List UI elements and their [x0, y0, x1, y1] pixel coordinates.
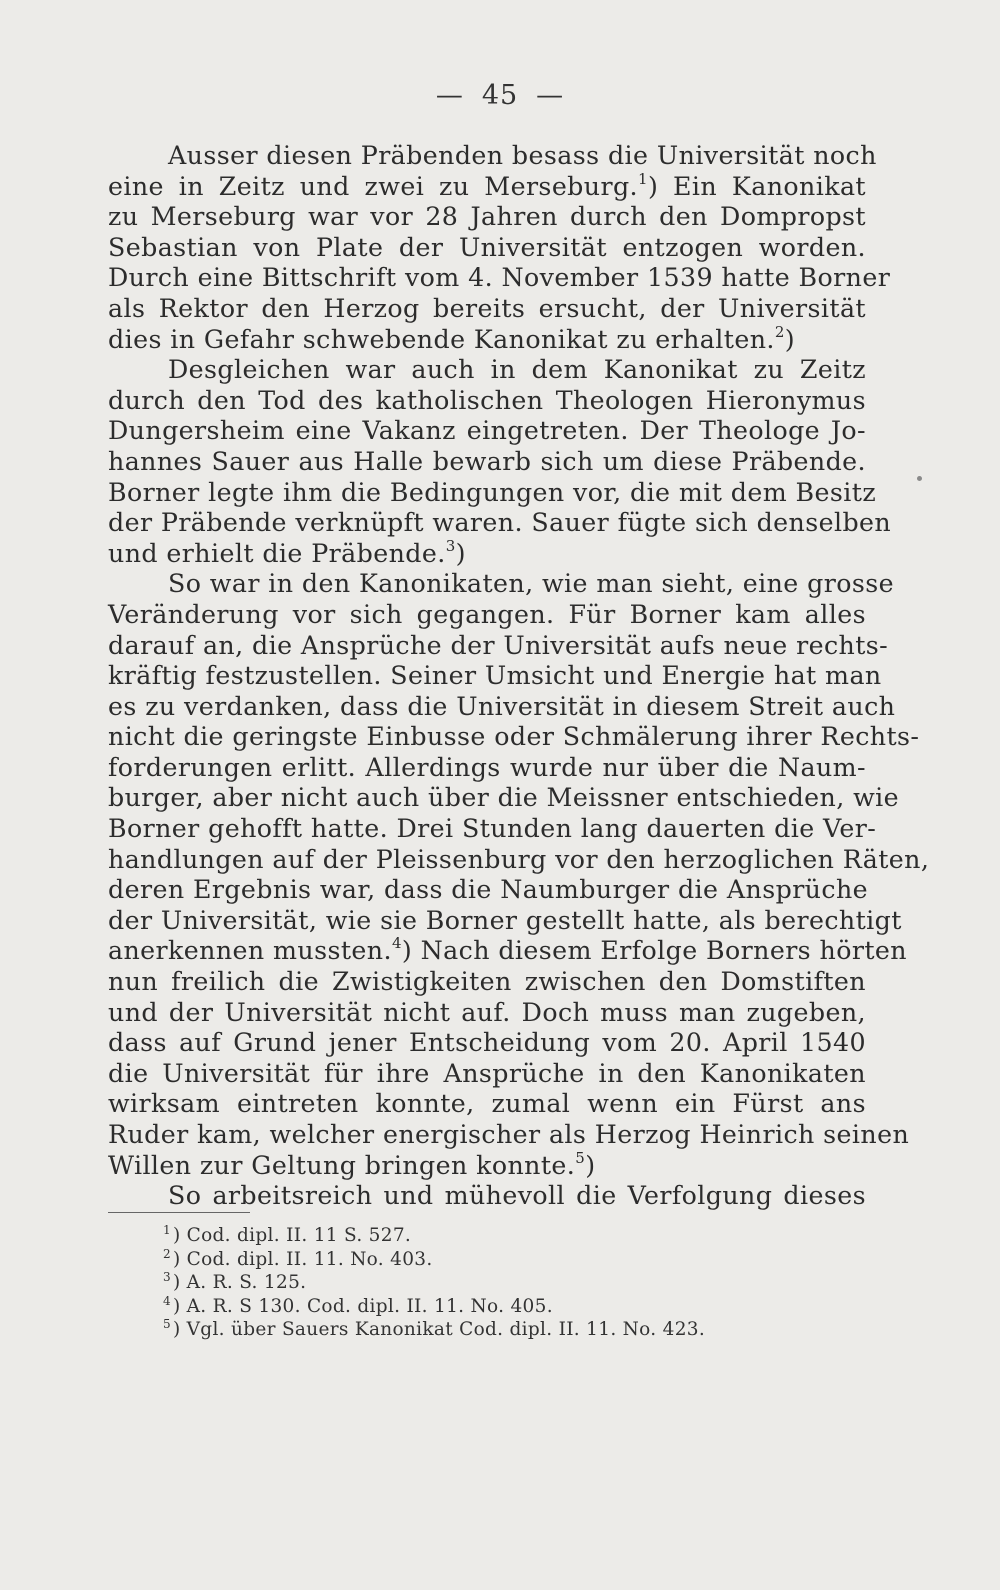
text-line: anerkennen mussten.$^4$) Nach diesem Erfolge Borners hörten — [108, 934, 907, 966]
text-line: Ausser diesen Präbenden besass die Universität noch — [168, 141, 877, 170]
footnote-ref: 4 — [391, 934, 402, 953]
text-line: hannes Sauer aus Halle bewarb sich um diese Präbende. — [108, 446, 866, 476]
footnote: $^4$ ) A. R. S 130. Cod. dipl. II. 11. No. 405. — [163, 1293, 553, 1317]
text-line: deren Ergebnis war, dass die Naumburger die Ansprüche — [108, 875, 869, 905]
body-text — [108, 141, 930, 1212]
text-line: So war in den Kanonikaten, wie man sieht, eine grosse — [168, 569, 894, 599]
text-line: und der Universität nicht auf. Doch muss man zugeben, — [108, 997, 866, 1027]
footnote-ref: 1 — [638, 169, 648, 188]
text-line: es zu verdanken, dass die Universität in diesem Streit auch — [108, 691, 896, 721]
text-line: kräftig festzustellen. Seiner Umsicht und Energie hat man — [108, 661, 882, 691]
text-line: durch den Tod des katholischen Theologen Hieronymus — [108, 385, 866, 415]
footnote-ref: 3 — [445, 536, 456, 555]
text-line: Sebastian von Plate der Universität entzogen worden. — [108, 232, 866, 262]
text-line: Durch eine Bittschrift vom 4. November 1539 hatte Borner — [108, 263, 891, 293]
text-line: nun freilich die Zwistigkeiten zwischen den Domstiften — [108, 967, 866, 997]
text-line: So arbeitsreich und mühevoll die Verfolgung dieses — [168, 1181, 866, 1211]
text-line: dass auf Grund jener Entscheidung vom 20. April 1540 — [108, 1028, 866, 1058]
text-line: burger, aber nicht auch über die Meissner entschieden, wie — [108, 783, 900, 813]
footnote-mark: 4 — [163, 1293, 171, 1308]
text-line: Veränderung vor sich gegangen. Für Borner kam alles — [108, 599, 866, 629]
text-line: handlungen auf der Pleissenburg vor den herzoglichen Räten, — [108, 844, 930, 874]
footnote: $^1$ ) Cod. dipl. II. 11 S. 527. — [163, 1223, 412, 1246]
text-line: der Universität, wie sie Borner gestellt hatte, als berechtigt — [108, 905, 902, 935]
text-line: Willen zur Geltung bringen konnte.$^5$) — [108, 1148, 596, 1180]
page-number: 45 — [481, 80, 519, 111]
text-line: dies in Gefahr schwebende Kanonikat zu erhalten.$^2$) — [108, 322, 796, 354]
paper-speck — [917, 476, 922, 481]
footnotes — [163, 1224, 863, 1342]
footnote-mark: 3 — [163, 1270, 171, 1285]
text-line: forderungen erlitt. Allerdings wurde nur über die Naum- — [108, 752, 866, 782]
text-line: und erhielt die Präbende.$^3$) — [108, 536, 466, 568]
text-line: darauf an, die Ansprüche der Universität aufs neue rechts- — [108, 630, 889, 660]
text-line: Ruder kam, welcher energischer als Herzog Heinrich seinen — [108, 1120, 910, 1149]
text-line: Dungersheim eine Vakanz eingetreten. Der Theologe Jo- — [108, 416, 866, 446]
text-line: eine in Zeitz und zwei zu Merseburg.$^1$) Ein Kanonikat — [108, 169, 866, 201]
page-header — [0, 80, 1000, 111]
header-dash-right: — — [536, 80, 565, 111]
footnote-ref: 5 — [575, 1148, 586, 1167]
footnote-ref: 2 — [774, 322, 785, 341]
text-line: als Rektor den Herzog bereits ersucht, der Universität — [108, 293, 866, 323]
footnote: $^5$ ) Vgl. über Sauers Kanonikat Cod. dipl. II. 11. No. 423. — [163, 1317, 706, 1341]
text-line: Borner gehofft hatte. Drei Stunden lang dauerten die Ver- — [108, 814, 877, 844]
footnote-separator — [108, 1212, 250, 1213]
text-line: Borner legte ihm die Bedingungen vor, die mit dem Besitz — [108, 477, 877, 507]
text-line: nicht die geringste Einbusse oder Schmälerung ihrer Rechts- — [108, 722, 920, 752]
footnote-mark: 1 — [163, 1223, 171, 1237]
footnote-mark: 2 — [163, 1246, 171, 1261]
text-line: wirksam eintreten konnte, zumal wenn ein Fürst ans — [108, 1089, 866, 1119]
footnote: $^3$ ) A. R. S. 125. — [163, 1270, 307, 1294]
footnote-mark: 5 — [163, 1317, 171, 1332]
text-line: die Universität für ihre Ansprüche in den Kanonikaten — [108, 1058, 866, 1088]
text-line: Desgleichen war auch in dem Kanonikat zu Zeitz — [168, 355, 866, 385]
text-line: der Präbende verknüpft waren. Sauer fügte sich denselben — [108, 508, 892, 538]
text-line: zu Merseburg war vor 28 Jahren durch den Dompropst — [108, 202, 866, 232]
header-dash-left: — — [435, 80, 464, 111]
footnote: $^2$ ) Cod. dipl. II. 11. No. 403. — [163, 1246, 433, 1270]
